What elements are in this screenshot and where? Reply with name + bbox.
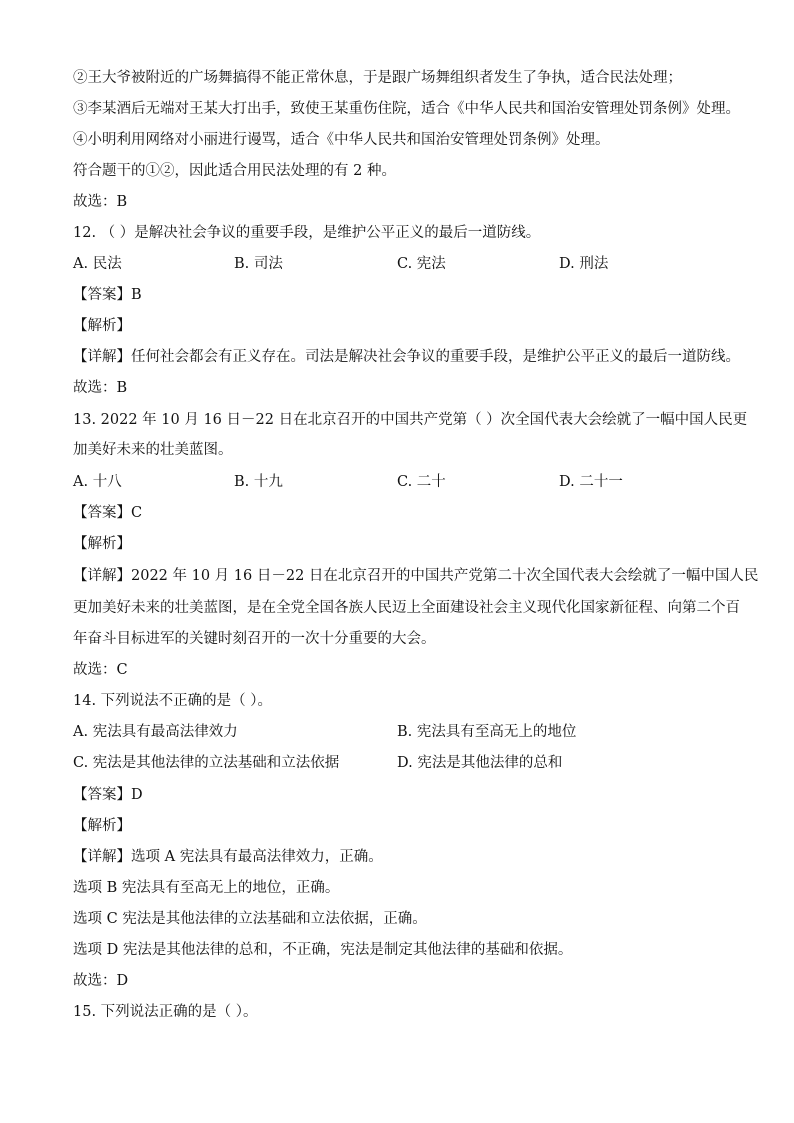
- question-13: 13. 2022 年 10 月 16 日－22 日在北京召开的中国共产党第（ ）次全国代表大会绘就了一幅中国人民更: [73, 412, 748, 428]
- question-13-continued: 加美好未来的壮美蓝图。: [73, 442, 233, 458]
- answer-label: 【答案】D: [73, 787, 143, 803]
- detail-text: 【详解】任何社会都会有正义存在。司法是解决社会争议的重要手段，是维护公平正义的最后一道防线。: [73, 349, 740, 365]
- answer-label: 【答案】C: [73, 505, 143, 521]
- q12-option-d: D. 刑法: [559, 256, 609, 272]
- q13-option-c: C. 二十: [397, 474, 446, 490]
- analysis-label: 【解析】: [73, 536, 131, 552]
- detail-text: 选项 D 宪法是其他法律的总和，不正确，宪法是制定其他法律的基础和依据。: [73, 942, 573, 958]
- choice-text: 故选：B: [73, 380, 128, 396]
- q14-option-d: D. 宪法是其他法律的总和: [397, 755, 563, 771]
- q13-option-d: D. 二十一: [559, 474, 623, 490]
- q13-option-a: A. 十八: [73, 474, 122, 490]
- q12-option-a: A. 民法: [73, 256, 122, 272]
- detail-text: 年奋斗目标进军的关键时刻召开的一次十分重要的大会。: [73, 631, 436, 647]
- q12-option-b: B. 司法: [234, 256, 283, 272]
- q13-option-b: B. 十九: [234, 474, 283, 490]
- q14-option-c: C. 宪法是其他法律的立法基础和立法依据: [73, 755, 340, 771]
- question-15: 15. 下列说法正确的是（ ）。: [73, 1004, 258, 1020]
- detail-text: 选项 B 宪法具有至高无上的地位，正确。: [73, 880, 340, 896]
- detail-text: 更加美好未来的壮美蓝图，是在全党全国各族人民迈上全面建设社会主义现代化国家新征程、向第二个百: [73, 600, 740, 616]
- q12-option-c: C. 宪法: [397, 256, 446, 272]
- choice-text: 故选：D: [73, 973, 129, 989]
- text-line: ④小明利用网络对小丽进行谩骂，适合《中华人民共和国治安管理处罚条例》处理。: [73, 132, 610, 148]
- text-line: 符合题干的①②，因此适合用民法处理的有 2 种。: [73, 163, 396, 179]
- detail-text: 【详解】2022 年 10 月 16 日－22 日在北京召开的中国共产党第二十次全国代表大会绘就了一幅中国人民: [73, 568, 759, 584]
- text-line: 故选：B: [73, 194, 128, 210]
- text-line: ③李某酒后无端对王某大打出手，致使王某重伤住院，适合《中华人民共和国治安管理处罚条例》处理。: [73, 101, 740, 117]
- text-line: ②王大爷被附近的广场舞搞得不能正常休息，于是跟广场舞组织者发生了争执，适合民法处理；: [73, 70, 682, 86]
- answer-label: 【答案】B: [73, 287, 142, 303]
- analysis-label: 【解析】: [73, 818, 131, 834]
- analysis-label: 【解析】: [73, 318, 131, 334]
- question-14: 14. 下列说法不正确的是（ ）。: [73, 693, 273, 709]
- question-12: 12. （ ）是解决社会争议的重要手段，是维护公平正义的最后一道防线。: [73, 225, 541, 241]
- detail-text: 选项 C 宪法是其他法律的立法基础和立法依据，正确。: [73, 911, 427, 927]
- choice-text: 故选：C: [73, 662, 128, 678]
- q14-option-b: B. 宪法具有至高无上的地位: [397, 724, 577, 740]
- detail-text: 【详解】选项 A 宪法具有最高法律效力，正确。: [73, 849, 383, 865]
- q14-option-a: A. 宪法具有最高法律效力: [73, 724, 238, 740]
